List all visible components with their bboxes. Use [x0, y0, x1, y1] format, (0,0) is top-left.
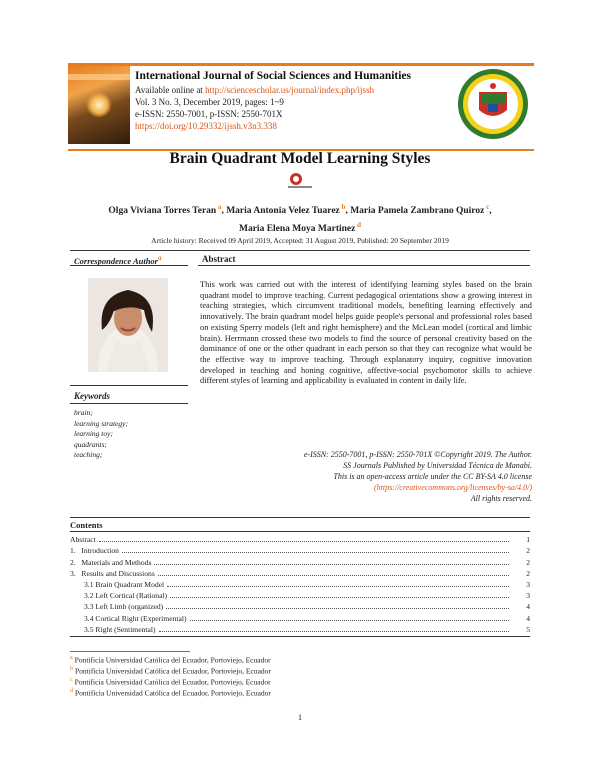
- contents-heading: Contents: [70, 520, 103, 530]
- author-separator: ,: [489, 206, 492, 217]
- toc-leader-dots: [99, 541, 509, 542]
- rights-line: All rights reserved.: [470, 494, 532, 503]
- page-number: 1: [297, 712, 303, 722]
- contents-rule-top: [70, 517, 530, 518]
- affiliation-mark: a: [216, 203, 222, 211]
- footnote-mark: c: [70, 677, 73, 683]
- contents-rule-bottom: [70, 636, 530, 637]
- toc-entry[interactable]: [70, 623, 530, 634]
- authors-line-2: [0, 218, 600, 236]
- toc-entry-page: 4: [526, 602, 530, 612]
- crossmark-icon[interactable]: [286, 171, 314, 191]
- toc-entry-page: 3: [526, 579, 530, 589]
- article-history: Article history: Received 09 April 2019, Accepted: 31 August 2019, Published: 20 September 2019: [151, 236, 449, 245]
- toc-entry[interactable]: [70, 567, 530, 578]
- copyright-line: SS Journals Published by Universidad Técnica de Manabí.: [343, 461, 532, 470]
- author-name: Maria Antonia Velez Tuarez: [226, 206, 340, 217]
- footnote: [70, 655, 271, 665]
- author-name: Maria Pamela Zambrano Quiroz: [350, 206, 485, 217]
- affiliation-mark: c: [484, 203, 490, 211]
- availability-line: Available online at http://sciencescholar.us/journal/index.php/ijssh: [135, 85, 375, 95]
- toc-entry-label: 3.1 Brain Quadrant Model: [84, 579, 165, 589]
- keyword-item: brain;: [74, 408, 93, 417]
- copyright-line: e-ISSN: 2550-7001, p-ISSN: 2550-701X ©Copyright 2019. The Author.: [303, 450, 532, 459]
- footnote-mark: d: [70, 688, 73, 694]
- authors-line-1: [0, 200, 600, 218]
- toc-entry[interactable]: [70, 544, 530, 555]
- toc-leader-dots: [159, 631, 510, 632]
- toc-entry[interactable]: [70, 600, 530, 611]
- issn-line: e-ISSN: 2550-7001, p-ISSN: 2550-701X: [135, 109, 283, 119]
- toc-entry-label: 1. Introduction: [70, 546, 119, 556]
- toc-entry-page: 3: [526, 591, 530, 601]
- footnote-text: Pontificia Universidad Católica del Ecuador, Portoviejo, Ecuador: [75, 688, 271, 698]
- toc-entry-page: 5: [526, 624, 530, 634]
- toc-entry-label: Abstract: [70, 535, 96, 545]
- toc-entry-label: 3.2 Left Cortical (Rational): [84, 591, 168, 601]
- affiliation-mark: b: [339, 203, 346, 211]
- abstract-underline: [198, 265, 530, 266]
- keywords-underline: [70, 403, 188, 404]
- footnote: [70, 677, 271, 687]
- section-rule-top: [70, 250, 530, 251]
- university-seal-icon: [457, 68, 529, 140]
- keyword-item: learning toy;: [74, 429, 113, 438]
- toc-leader-dots: [167, 586, 509, 587]
- toc-entry[interactable]: [70, 555, 530, 566]
- toc-leader-dots: [158, 575, 509, 576]
- toc-entry[interactable]: [70, 611, 530, 622]
- toc-leader-dots: [122, 552, 509, 553]
- journal-title: International Journal of Social Sciences and Humanities: [135, 70, 412, 82]
- toc-entry-page: 2: [526, 568, 530, 578]
- keyword-item: quadrants;: [74, 439, 107, 449]
- author-name: Maria Elena Moya Martinez: [239, 224, 356, 235]
- toc-entry-label: 3.3 Left Limb (organized): [84, 602, 164, 612]
- author-name: Olga Viviana Torres Teran: [108, 206, 217, 217]
- footnote: [70, 666, 271, 676]
- footnote-rule: [70, 651, 190, 652]
- toc-entry-label: 3. Results and Discussions: [70, 568, 155, 578]
- affiliation-mark: d: [355, 221, 361, 230]
- toc-leader-dots: [166, 608, 509, 609]
- keyword-list: [74, 408, 128, 461]
- copyright-line: This is an open-access article under the CC BY-SA 4.0 license: [333, 472, 532, 481]
- footnote-mark: a: [70, 655, 73, 661]
- journal-cover-thumbnail: [68, 66, 130, 144]
- toc-entry-page: 1: [526, 535, 530, 545]
- keywords-heading: Keywords: [74, 391, 110, 401]
- footnote: [70, 688, 271, 698]
- toc-leader-dots: [154, 564, 509, 565]
- contents-rule-under: [70, 531, 530, 532]
- toc-entry[interactable]: [70, 533, 530, 544]
- correspondence-heading: Correspondence Author$^a$: [74, 254, 162, 266]
- toc-entry-page: 2: [526, 546, 530, 556]
- abstract-heading: Abstract: [202, 254, 236, 264]
- footnote-text: Pontificia Universidad Católica del Ecuador, Portoviejo, Ecuador: [74, 655, 271, 665]
- copyright-block: [200, 449, 532, 504]
- toc-leader-dots: [190, 620, 510, 621]
- license-link[interactable]: (https://creativecommons.org/licenses/by-sa/4.0/): [373, 483, 532, 492]
- toc-entry[interactable]: [70, 589, 530, 600]
- toc-leader-dots: [170, 597, 509, 598]
- toc-entry-page: 2: [526, 557, 530, 567]
- author-list: [0, 200, 600, 236]
- footnote-mark: b: [70, 666, 73, 672]
- keyword-item: teaching;: [74, 450, 103, 459]
- article-title: Brain Quadrant Model Learning Styles: [169, 150, 431, 167]
- author-separator: ,: [345, 206, 351, 217]
- author-separator: ,: [221, 206, 227, 217]
- toc-entry[interactable]: [70, 578, 530, 589]
- toc-entry-label: 3.4 Cortical Right (Experimental): [84, 613, 187, 623]
- abstract-text: This work was carried out with the interest of identifying learning styles based on the brain quadrant model to improve teaching. Current pedagogical orientations show a growing interest in teaching strategies, which circumvent traditional models, benefiting learning effectively and innovatively. The brain quadrant model helps guide people's personal and professional roles based on existing Sperry models (left and right hemisphere) and the McLean model (cortical and limbic brain). Herrmann crossed these two models to find the source of personal creativity based on the dominance of one or the other quadrant in each person so that they can recognize what would be the effective way to improve teaching. Through explanatory inquiry, cognitive innovation developed in teaching and honing cognitive, affective-social psychomotor skills to achieve different styles of learning and applicability is evaluated in content in daily life.: [200, 280, 532, 386]
- journal-url-link[interactable]: http://sciencescholar.us/journal/index.php/ijssh: [205, 85, 375, 95]
- toc-entry-label: 3.5 Right (Sentimental): [84, 624, 156, 634]
- footnote-text: Pontificia Universidad Católica del Ecuador, Portoviejo, Ecuador: [74, 677, 271, 687]
- toc-entry-page: 4: [526, 613, 530, 623]
- author-photo: [88, 278, 168, 372]
- volume-line: Vol. 3 No. 3, December 2019, pages: 1~9: [135, 97, 284, 107]
- doi-link[interactable]: https://doi.org/10.29332/ijssh.v3n3.338: [135, 121, 277, 131]
- keyword-item: learning strategy;: [74, 418, 128, 428]
- footnote-text: Pontificia Universidad Católica del Ecuador, Portoviejo, Ecuador: [75, 666, 271, 676]
- toc-entry-label: 2. Materials and Methods: [70, 557, 152, 567]
- keywords-rule: [70, 385, 188, 386]
